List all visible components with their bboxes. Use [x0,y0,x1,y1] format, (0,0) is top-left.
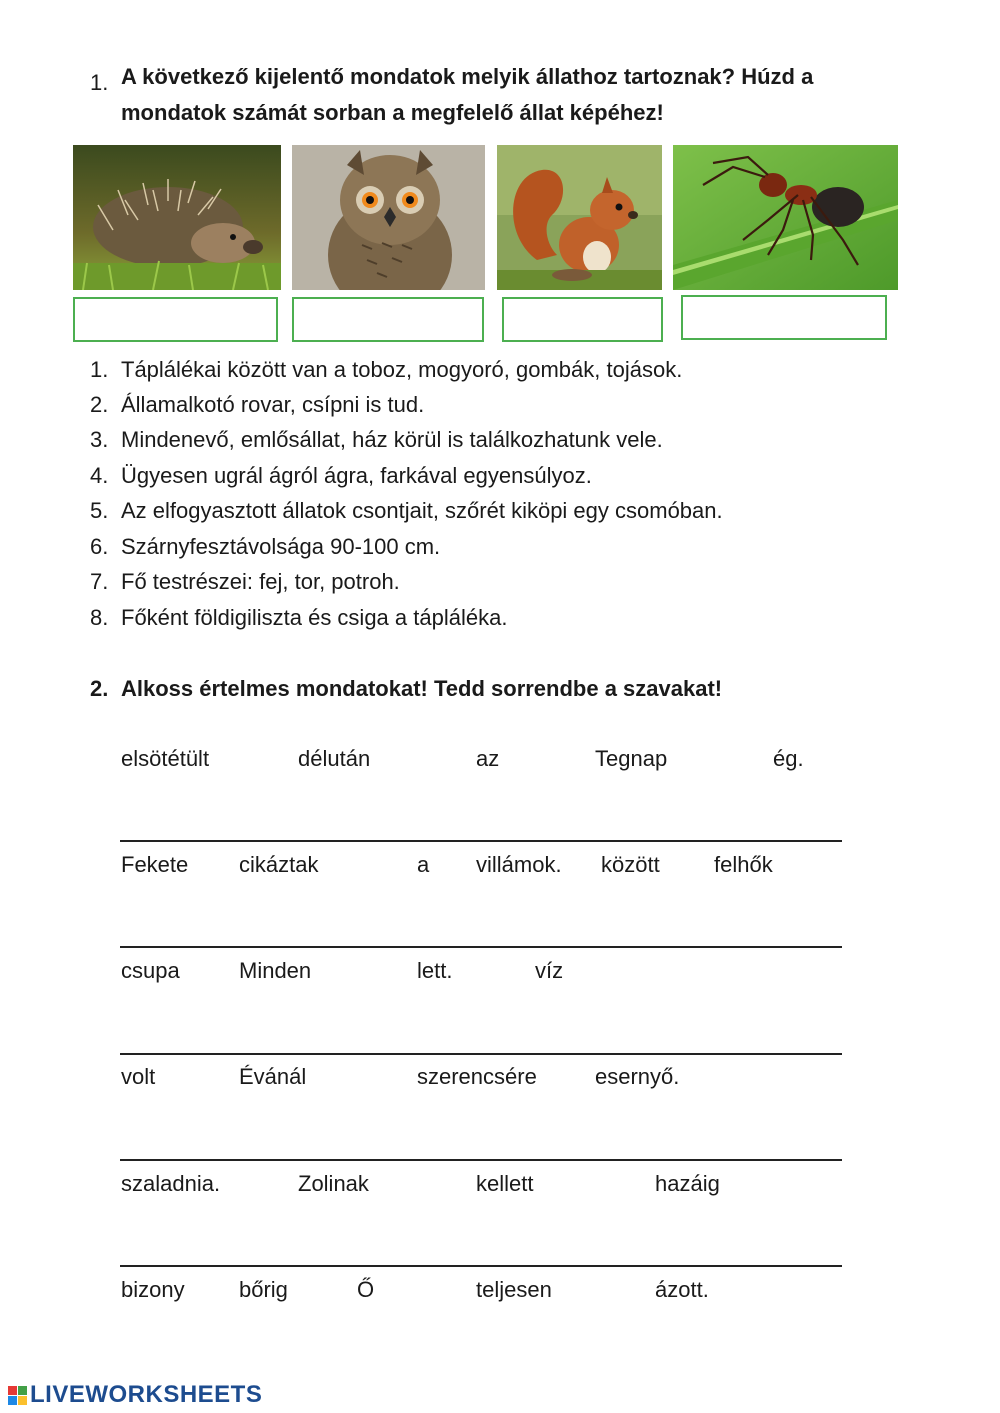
statement-4[interactable] [90,458,592,494]
word-r6-5[interactable]: ázott. [655,1277,709,1302]
statement-number: 1. [90,357,109,382]
word-r3-3[interactable]: lett. [417,958,453,983]
word-r4-3[interactable]: szerencsére [417,1064,537,1089]
logo-cubes-icon [8,1386,27,1405]
answer-line-3[interactable] [120,1053,842,1055]
logo-text: LIVEWORKSHEETS [30,1381,263,1408]
owl-image [292,145,485,290]
task1-title-line1: A következő kijelentő mondatok melyik állathoz tartoznak? Húzd a [121,64,814,89]
logo-cube [8,1386,17,1395]
statement-text: Főként földigiliszta és csiga a tápláléka. [121,605,508,630]
hedgehog-image [73,145,281,290]
word-r5-2[interactable]: Zolinak [298,1171,369,1196]
answer-box-squirrel[interactable] [502,297,663,342]
word-r1-2[interactable]: délután [298,746,371,771]
statement-text: Fő testrészei: fej, tor, potroh. [121,569,400,594]
word-r4-2[interactable]: Évánál [239,1064,307,1089]
word-r3-2[interactable]: Minden [239,958,312,983]
statement-7[interactable] [90,564,400,600]
statement-number: 5. [90,498,109,523]
word-r6-1[interactable]: bizony [121,1277,185,1302]
statement-text: Államalkotó rovar, csípni is tud. [121,392,425,417]
answer-box-hedgehog[interactable] [73,297,278,342]
squirrel-image [497,145,662,290]
statement-3[interactable] [90,422,663,458]
word-r6-2[interactable]: bőrig [239,1277,288,1302]
word-r5-4[interactable]: hazáig [655,1171,720,1196]
word-r2-3[interactable]: a [417,852,430,877]
word-r5-1[interactable]: szaladnia. [121,1171,221,1196]
word-r3-1[interactable]: csupa [121,958,180,983]
word-r2-6[interactable]: felhők [714,852,773,877]
task2-number: 2. [90,676,109,701]
answer-line-1[interactable] [120,840,842,842]
answer-line-4[interactable] [120,1159,842,1161]
statement-1[interactable] [90,352,682,388]
word-r1-4[interactable]: Tegnap [595,746,668,771]
word-r1-1[interactable]: elsötétült [121,746,210,771]
statement-number: 8. [90,605,109,630]
statement-number: 6. [90,534,109,559]
statement-text: Ügyesen ugrál ágról ágra, farkával egyensúlyoz. [121,463,592,488]
word-r1-3[interactable]: az [476,746,500,771]
answer-box-ant[interactable] [681,295,887,340]
ant-image [673,145,898,290]
task1-number: 1. [90,70,109,95]
logo-cube [8,1396,17,1405]
word-r4-4[interactable]: esernyő. [595,1064,680,1089]
task2-title: Alkoss értelmes mondatokat! Tedd sorrendbe a szavakat! [121,676,723,701]
statement-number: 3. [90,427,109,452]
statement-number: 4. [90,463,109,488]
word-r2-4[interactable]: villámok. [476,852,562,877]
answer-line-2[interactable] [120,946,842,948]
statement-6[interactable] [90,529,440,565]
liveworksheets-logo [8,1381,262,1409]
answer-box-owl[interactable] [292,297,484,342]
word-r2-1[interactable]: Fekete [121,852,189,877]
word-r4-1[interactable]: volt [121,1064,156,1089]
statement-number: 2. [90,392,109,417]
statement-text: Az elfogyasztott állatok csontjait, szőrét kiköpi egy csomóban. [121,498,723,523]
statement-text: Táplálékai között van a toboz, mogyoró, gombák, tojások. [121,357,683,382]
word-r6-3[interactable]: Ő [357,1277,375,1302]
answer-line-5[interactable] [120,1265,842,1267]
word-r6-4[interactable]: teljesen [476,1277,552,1302]
statement-5[interactable] [90,493,723,529]
statement-number: 7. [90,569,109,594]
statement-text: Szárnyfesztávolsága 90-100 cm. [121,534,441,559]
word-r1-5[interactable]: ég. [773,746,804,771]
word-r3-4[interactable]: víz [535,958,564,983]
task1-title-line2: mondatok számát sorban a megfelelő állat képéhez! [121,100,664,125]
logo-cube [18,1386,27,1395]
logo-cube [18,1396,27,1405]
statement-8[interactable] [90,600,507,636]
word-r5-3[interactable]: kellett [476,1171,534,1196]
statement-text: Mindenevő, emlősállat, ház körül is találkozhatunk vele. [121,427,663,452]
word-r2-5[interactable]: között [601,852,660,877]
word-r2-2[interactable]: cikáztak [239,852,319,877]
statement-2[interactable] [90,387,424,423]
